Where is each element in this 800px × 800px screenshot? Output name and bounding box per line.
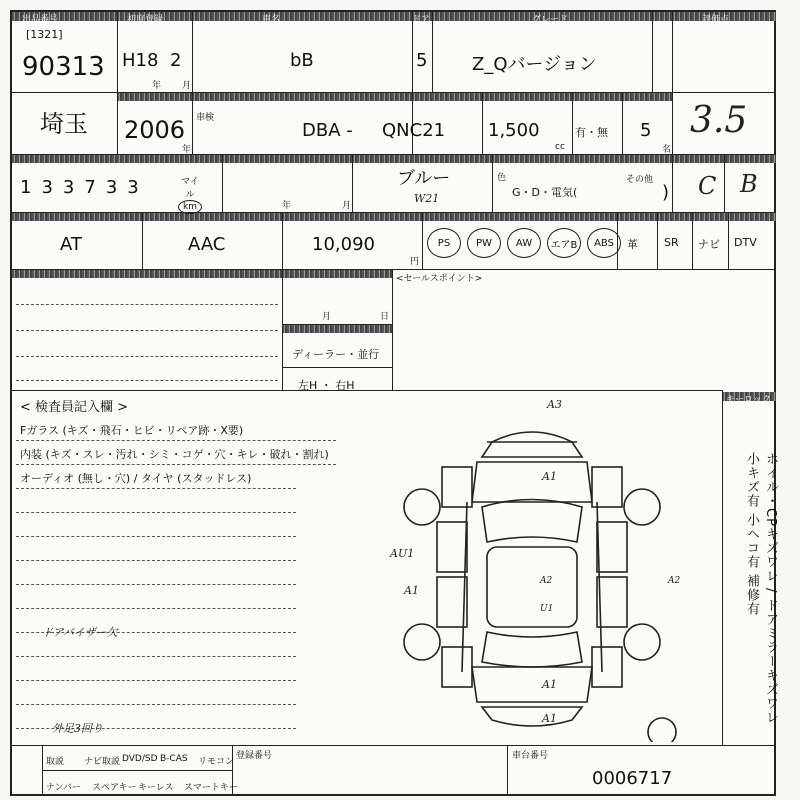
line [722,390,723,745]
header-strip-5 [12,269,392,278]
line [282,324,392,325]
line [16,464,336,465]
line [42,770,232,771]
line [672,12,673,212]
footer-item: キーレス [138,783,174,793]
mileage-digits [20,177,139,198]
line [42,745,43,796]
mark-roof: A2 [540,576,553,586]
recycle-fee: 10,090 [312,234,375,255]
equipment-4: ABS [587,228,621,258]
label-doors: ドア [412,15,430,25]
line [652,12,653,92]
vehicle-grade: Z_Qバージョン [472,54,597,75]
capacity-unit: 名 [662,145,672,155]
mileage-digit: 3 [62,177,75,198]
line [282,367,392,368]
line [16,304,278,305]
header-strip-6 [282,324,392,333]
footer-item: スペアキー [92,783,137,793]
line [16,656,296,657]
ac-type: AAC [188,234,226,255]
line [12,92,776,93]
line [657,212,658,269]
key-label: キーロック [726,395,771,405]
grade-inside: C [698,172,717,200]
fuel-label: 有・無 [575,126,608,139]
footer-chassis-number: 0006717 [592,768,673,789]
inspector-line-interior: 内装 (キズ・スレ・汚れ・シミ・コゲ・穴・キレ・破れ・割れ) [20,448,329,461]
mark-rear-bumper: A1 [542,712,557,725]
color-name: ブルー [397,168,451,189]
line [16,680,296,681]
inspection-month-unit: 月 [342,201,352,211]
line [392,269,393,390]
equipment-2: AW [507,228,541,258]
right-column-notes: ホイル・CPキズワレ / ドアミラーキズワレ 小キズ有 小ヘコ有 補修有 [744,452,778,725]
line [16,330,278,331]
color-options: G・D・電気( [512,186,578,199]
line [16,380,278,381]
reg-month-unit: 月 [182,81,192,91]
line [282,269,283,390]
type-prefix: DBA - [302,120,353,141]
line [192,12,193,92]
reg-month: 2 [170,50,182,71]
line [622,92,623,154]
line [192,92,193,154]
equipment-text-2: ナビ [698,238,720,251]
inspector-note-exterior: 外足3回り [52,722,103,735]
line [12,212,776,213]
mileage-digit: 3 [105,177,118,198]
mark-trunk: A1 [542,678,557,691]
recall-label: 車検 [196,113,215,123]
transmission: AT [60,234,82,255]
mileage-unit-km: km [178,200,202,214]
inspection-year-unit: 年 [282,201,292,211]
label-lot: 出品番号 [22,15,59,25]
mark-right-door: A2 [668,576,681,586]
line [142,212,143,269]
mileage-digit: 3 [127,177,139,198]
vehicle-doors: 5 [416,50,428,71]
color-label: 色 [497,173,507,183]
reg-year-unit: 年 [152,81,162,91]
label-score: 評価点 [702,15,730,25]
line [692,212,693,269]
footer-reg-label: 登録番号 [236,751,273,761]
model-year-unit: 年 [182,145,192,155]
service-handle: 左H ・ 右H [298,379,355,392]
reg-era-year: H18 [122,50,159,71]
line [482,92,483,154]
line [117,12,118,154]
mileage-unit [178,174,202,214]
footer-item: 取説 [46,757,65,767]
sales-point-label: <セールスポイント> [396,274,483,284]
line [728,212,729,269]
footer-item: ナビ取説 [84,757,121,767]
equipment-text-1: SR [664,236,679,249]
score-value: 3.5 [690,100,748,141]
line [16,536,296,537]
line [352,154,353,212]
footer-item: B-CAS [160,754,188,764]
header-strip-4 [12,212,776,221]
color-code: W21 [414,192,440,205]
service-day: 日 [380,312,390,322]
mark-hood: A1 [542,470,557,483]
auction-sheet [10,10,776,796]
line [16,488,296,489]
line [572,92,573,154]
line [16,584,296,585]
line [16,560,296,561]
type-code: QNC21 [382,120,446,141]
inspector-line-glass: Fガラス (キズ・飛石・ヒビ・リペア跡・X要) [20,424,244,437]
cc-unit: cc [555,142,565,152]
model-year: 2006 [124,116,186,144]
color-other-label: その他 [626,175,654,185]
line [16,440,336,441]
footer-item: リモコン [198,757,235,767]
footer-item: DVD/SD [122,754,158,764]
prefecture: 埼玉 [40,110,88,138]
line [16,356,278,357]
equipment-1: PW [467,228,501,258]
line [16,608,296,609]
line [422,212,423,269]
mark-left-door: A1 [404,584,419,597]
equipment-text-3: DTV [734,236,757,249]
displacement: 1,500 [488,120,540,141]
mark-left-fender: AU1 [390,547,415,560]
line [12,390,722,391]
inspector-note-visor: ドアバイザー欠 [42,626,118,639]
equipment-3: エアB [547,228,581,258]
line [507,745,508,796]
line [432,12,433,92]
color-close: ) [662,182,670,203]
header-strip-3 [12,154,776,163]
grade-outside: B [740,170,758,198]
line [12,745,776,746]
line [16,704,296,705]
inspector-title: < 検査員記入欄 > [20,400,129,415]
line [12,269,776,270]
mileage-digit: 7 [84,177,96,198]
mileage-digit: 1 [20,177,32,198]
service-month: 月 [322,312,332,322]
equipment-text-0: 革 [627,238,638,251]
recycle-yen: 円 [410,257,420,267]
mark-roof-2: U1 [540,604,554,614]
footer-item: ナンバー [46,783,81,793]
service-dealer: ディーラー・並行 [292,348,380,361]
line [492,154,493,212]
inspector-line-audio: オーディオ (無し・穴) / タイヤ (スタッドレス) [20,472,252,485]
lot-code: [1321] [26,28,63,41]
label-year: 初度登録 [127,15,164,25]
header-strip-2 [117,92,672,101]
mark-front-bumper: A3 [547,398,562,411]
vehicle-name: bB [290,50,314,71]
mileage-unit-mile: マイル [181,177,199,200]
label-model: 車名 [262,15,281,25]
label-grade: グレード [532,15,569,25]
line [16,512,296,513]
footer-chassis-label: 車台番号 [512,751,549,761]
footer-item: スマートキー [184,783,238,793]
lot-number: 90313 [22,52,105,82]
equipment-0: PS [427,228,461,258]
mileage-digit: 3 [41,177,53,198]
line [282,212,283,269]
line [724,154,725,212]
line [222,154,223,212]
car-damage-diagram [382,402,682,742]
capacity: 5 [640,120,652,141]
